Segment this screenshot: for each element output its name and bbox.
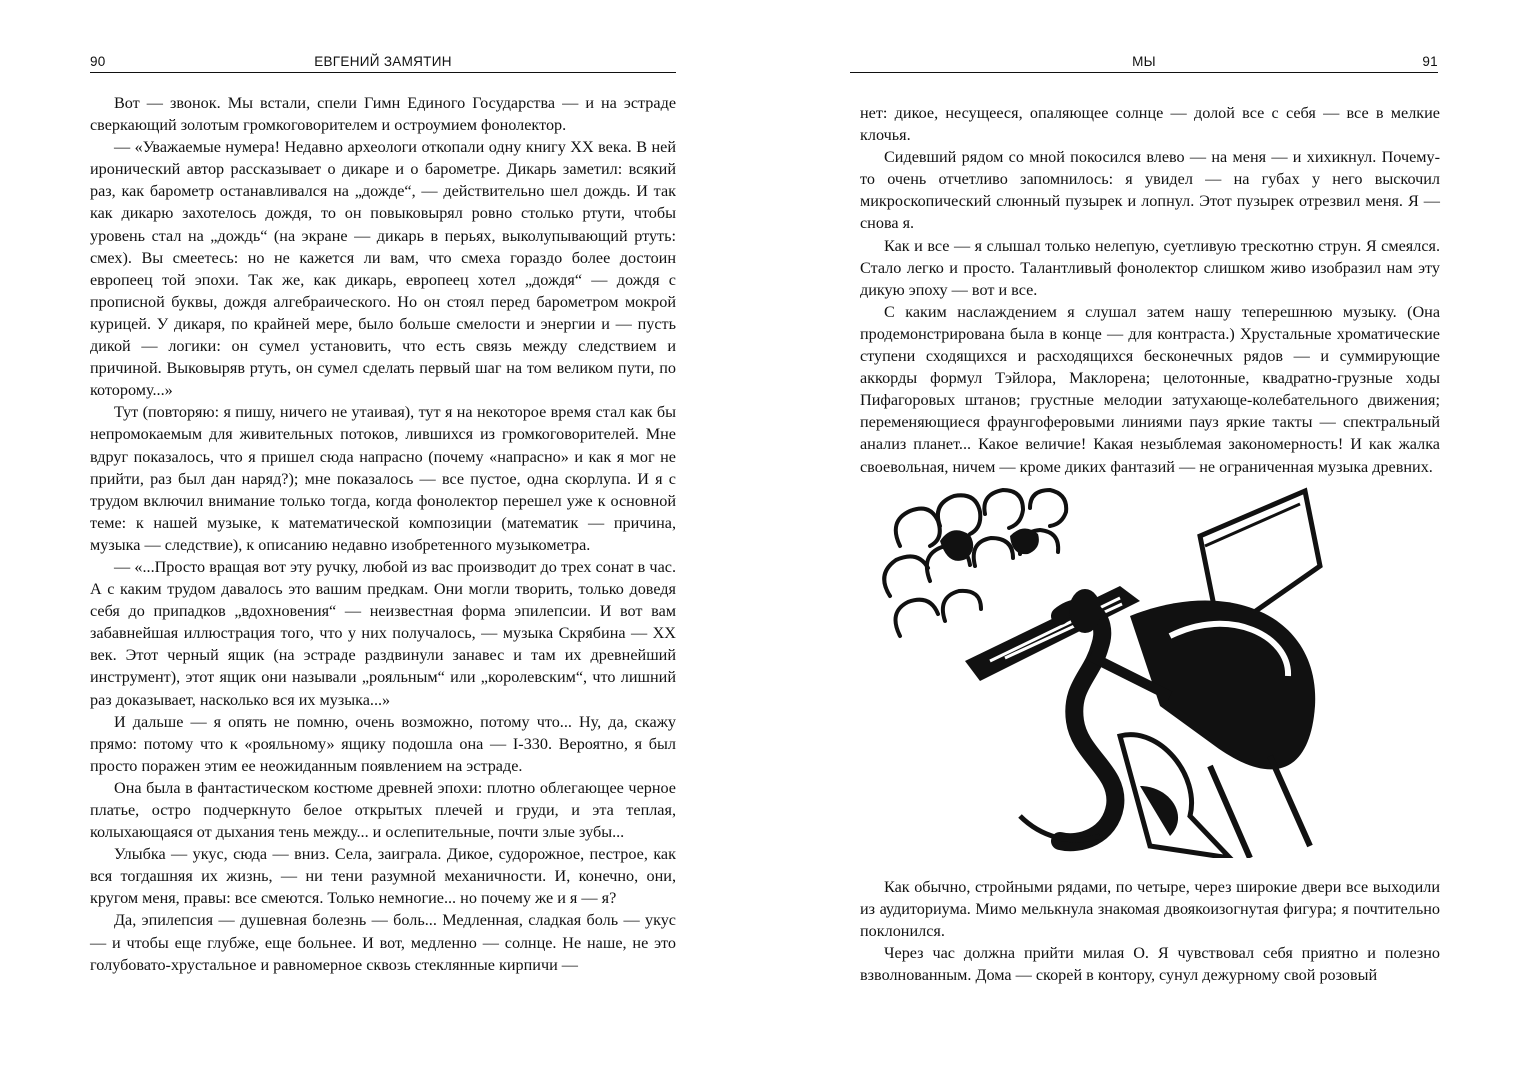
pianist-at-grand-piano-drawing	[870, 486, 1340, 858]
body-text-right	[860, 102, 1440, 478]
paragraph: И дальше — я опять не помню, очень возможно, потому что... Ну, да, скажу прямо: потому что к «рояльному» ящику подошла она — I-330. Вероятно, я был просто поражен этим ее неожиданным появлением на эстраде.	[90, 712, 676, 775]
running-head-right	[850, 54, 1438, 73]
paragraph: Через час должна прийти милая О. Я чувствовал себя приятно и полезно взволнованным. Дома — скорей в контору, сунул дежурному свой розовый	[860, 944, 1440, 985]
running-title-author: ЕВГЕНИЙ ЗАМЯТИН	[314, 54, 452, 69]
paragraph: Тут (повторяю: я пишу, ничего не утаивая), тут я на некоторое время стал как бы непромокаемым для живительных потоков, лившихся из громкоговорителей. Мне вдруг показалось, что я пришел сюда напрасно (почему «напрасно» и как я мог не прийти, раз был дан наряд?); мне показалось — все пустое, одна скорлупа. И я с трудом включил внимание только тогда, когда фонолектор перешел уже к основной теме: к нашей музыке, к математической композиции (математик — причина, музыка — следствие), к описанию недавно изобретенного музыкометра.	[90, 403, 676, 554]
paragraph: Улыбка — укус, сюда — вниз. Села, заиграла. Дикое, судорожное, пестрое, как вся тогдашняя их жизнь, — ни тени разумной механичности. И, конечно, они, кругом меня, правы: все смеются. Только немногие... но почему же и я — я?	[90, 845, 676, 908]
body-text-right-bottom	[860, 876, 1440, 986]
running-title-book: МЫ	[1132, 54, 1156, 69]
paragraph: Как и все — я слышал только нелепую, суетливую трескотню струн. Я смеялся. Стало легко и просто. Талантливый фонолектор слишком живо изобразил нам эту дикую эпоху — вот и все.	[860, 236, 1440, 299]
page-number: 90	[90, 54, 106, 69]
running-head-left	[90, 54, 676, 73]
paragraph: — «...Просто вращая вот эту ручку, любой из вас производит до трех сонат в час. А с каким трудом давалось это вашим предкам. Они могли творить, только доведя себя до припадков „вдохновения“ — неизвестная форма эпилепсии. И вот вам забавнейшая иллюстрация того, что у них получалось, — музыка Скрябина — XX век. Этот черный ящик (на эстраде раздвинули занавес и там их древнейший инструмент), этот ящик они называли „рояльным“ или „королевским“, что лишний раз доказывает, насколько вся их музыка...»	[90, 557, 676, 709]
paragraph: — «Уважаемые нумера! Недавно археологи откопали одну книгу XX века. В ней иронический автор рассказывает о дикаре и о барометре. Дикарь заметил: всякий раз, как барометр останавливался на „дожде“, — действительно шел дождь. И так как дикарю захотелось дождя, то он повыковырял ровно столько ртути, чтобы уровень стал на „дождь“ (на экране — дикарь в перьях, выколупывающий ртуть: смех). Вы смеетесь: но не кажется ли вам, что смеха гораздо более достоин европеец той эпохи. Так же, как дикарь, европеец хотел „дождя“ — дождя с прописной буквы, дождя алгебраического. Но он стоял перед барометром мокрой курицей. У дикаря, по крайней мере, было больше смелости и энергии и — пусть дикой — логики: он сумел установить, что есть связь между следствием и причиной. Выковыряв ртуть, он сумел сделать первый шаг на том великом пути, по которому...»	[90, 138, 676, 400]
paragraph-continuation: нет: дикое, несущееся, опаляющее солнце — долой все с себя — все в мелкие клочья.	[860, 104, 1440, 145]
page-number: 91	[1422, 54, 1438, 69]
paragraph: Да, эпилепсия — душевная болезнь — боль... Медленная, сладкая боль — укус — и чтобы еще глубже, еще больнее. И вот, медленно — солнце. Не наше, не это голубовато-хрустальное и равномерное сквозь стеклянные кирпичи —	[90, 911, 676, 974]
right-page	[765, 0, 1530, 1080]
paragraph: Сидевший рядом со мной покосился влево — на меня — и хихикнул. Почему-то очень отчетливо запомнилось: я увидел — на губах у него выскочил микроскопический слюнный пузырек и лопнул. Этот пузырек отрезвил меня. Я — снова я.	[860, 148, 1440, 233]
body-text-left	[90, 92, 676, 976]
paragraph: Как обычно, стройными рядами, по четыре, через широкие двери все выходили из аудиториума. Мимо мелькнула знакомая двоякоизогнутая фигура; я почтительно поклонился.	[860, 878, 1440, 941]
paragraph: С каким наслаждением я слушал затем нашу теперешнюю музыку. (Она продемонстрирована была в конце — для контраста.) Хрустальные хроматические ступени сходящихся и расходящихся бесконечных рядов — и суммирующие аккорды формул Тэйлора, Маклорена; целотонные, квадратно-грузные ходы Пифагоровых штанов; грустные мелодии затухающе-колебательного движения; переменяющиеся фраунгоферовыми линиями пауз яркие такты — спектральный анализ планет... Какое величие! Какая незыблемая закономерность! И как жалка своевольная, ничем — кроме диких фантазий — не ограниченная музыка древних.	[860, 302, 1440, 476]
paragraph: Вот — звонок. Мы встали, спели Гимн Единого Государства — и на эстраде сверкающий золотым громкоговорителем и остроумием фонолектор.	[90, 94, 676, 135]
paragraph: Она была в фантастическом костюме древней эпохи: плотно облегающее черное платье, остро подчеркнуто белое открытых плечей и груди, и эта теплая, колыхающаяся от дыхания тень между... и ослепительные, почти злые зубы...	[90, 778, 676, 842]
